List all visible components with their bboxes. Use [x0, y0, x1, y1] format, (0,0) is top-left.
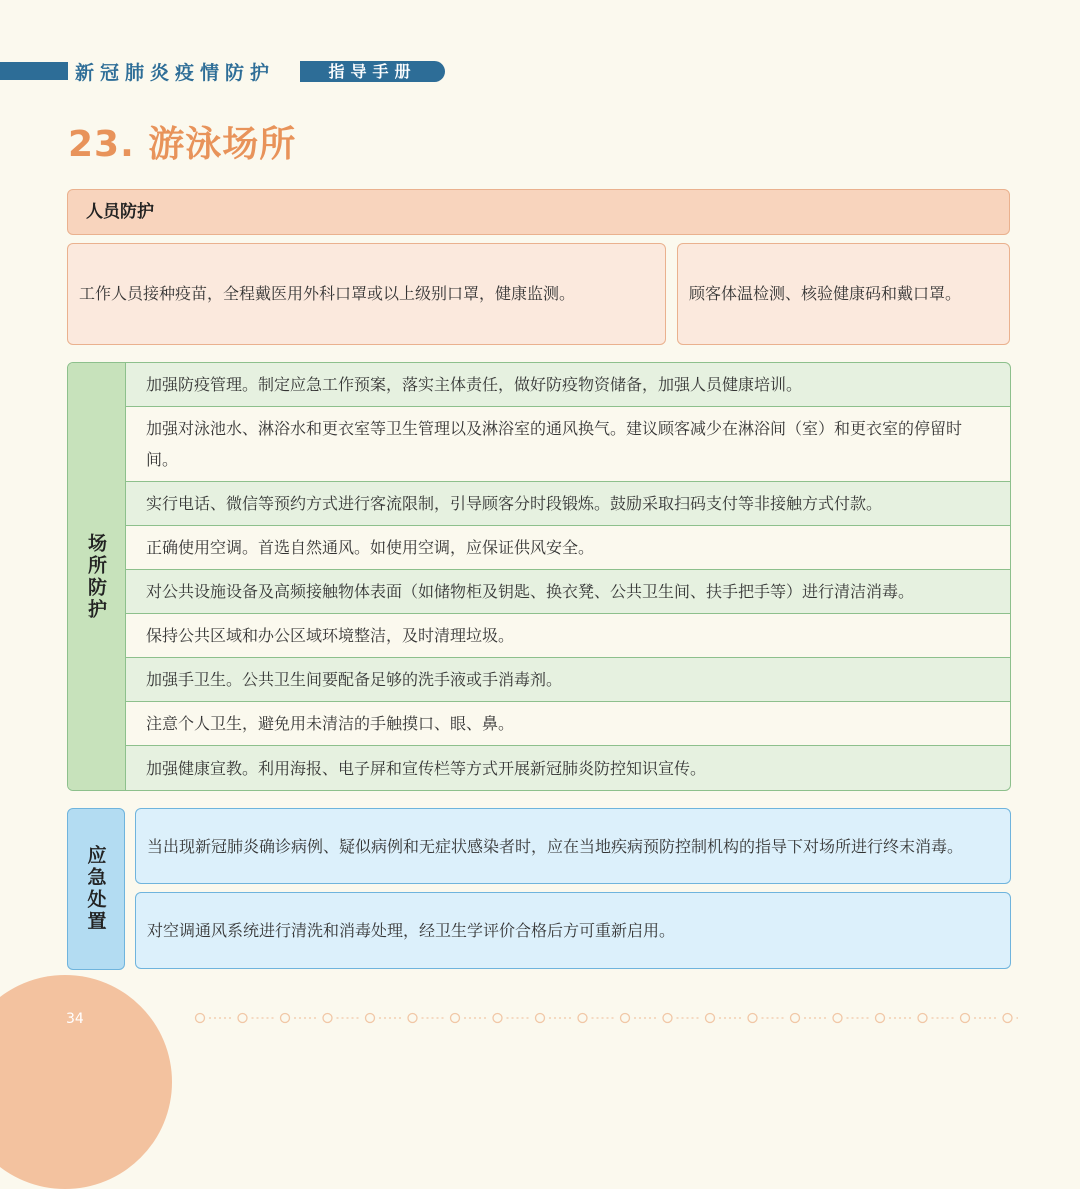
- site-protection-item: 注意个人卫生，避免用未清洁的手触摸口、眼、鼻。: [126, 702, 1010, 746]
- site-protection-item: 实行电话、微信等预约方式进行客流限制，引导顾客分时段锻炼。鼓励采取扫码支付等非接触方式付款。: [126, 482, 1010, 526]
- site-protection-item: 保持公共区域和办公区域环境整洁，及时清理垃圾。: [126, 614, 1010, 658]
- site-protection-item: 加强健康宣教。利用海报、电子屏和宣传栏等方式开展新冠肺炎防控知识宣传。: [146, 758, 707, 778]
- personnel-customer-box: 顾客体温检测、核验健康码和戴口罩。: [677, 243, 1010, 345]
- emergency-item: 对空调通风系统进行清洗和消毒处理，经卫生学评价合格后方可重新启用。: [135, 892, 1011, 969]
- site-protection-label: 场所防护: [85, 532, 107, 621]
- site-protection-label-cell: [68, 363, 126, 790]
- site-protection-item: 正确使用空调。首选自然通风。如使用空调，应保证供风安全。: [126, 526, 1010, 570]
- page-title: 23. 游泳场所: [68, 124, 297, 165]
- site-protection-item: 对公共设施设备及高频接触物体表面（如储物柜及钥匙、换衣凳、公共卫生间、扶手把手等）进行清洁消毒。: [126, 570, 1010, 614]
- emergency-item: 当出现新冠肺炎确诊病例、疑似病例和无症状感染者时，应在当地疾病预防控制机构的指导下对场所进行终末消毒。: [135, 808, 1011, 884]
- personnel-protection-heading: 人员防护: [67, 189, 1010, 235]
- page-number: 34: [66, 1011, 84, 1027]
- personnel-staff-box: 工作人员接种疫苗，全程戴医用外科口罩或以上级别口罩，健康监测。: [67, 243, 666, 345]
- site-protection-item: 加强防疫管理。制定应急工作预案，落实主体责任，做好防疫物资储备，加强人员健康培训。: [126, 363, 1010, 407]
- site-protection-section: [67, 362, 1011, 791]
- footer-circle-decoration: [0, 975, 172, 1189]
- emergency-label: 应急处置: [84, 845, 107, 933]
- header-title: 新冠肺炎疫情防护: [75, 62, 276, 84]
- site-protection-item: 加强手卫生。公共卫生间要配备足够的洗手液或手消毒剂。: [126, 658, 1010, 702]
- emergency-label-cell: [67, 808, 125, 970]
- site-protection-rows: [126, 363, 1010, 790]
- header-accent-bar: [0, 62, 68, 80]
- footer-dotted-line-decoration: [158, 1010, 1018, 1026]
- site-protection-item: 加强对泳池水、淋浴水和更衣室等卫生管理以及淋浴室的通风换气。建议顾客减少在淋浴间（室）和更衣室的停留时间。: [126, 407, 1010, 482]
- header-tag: 指导手册: [300, 61, 445, 82]
